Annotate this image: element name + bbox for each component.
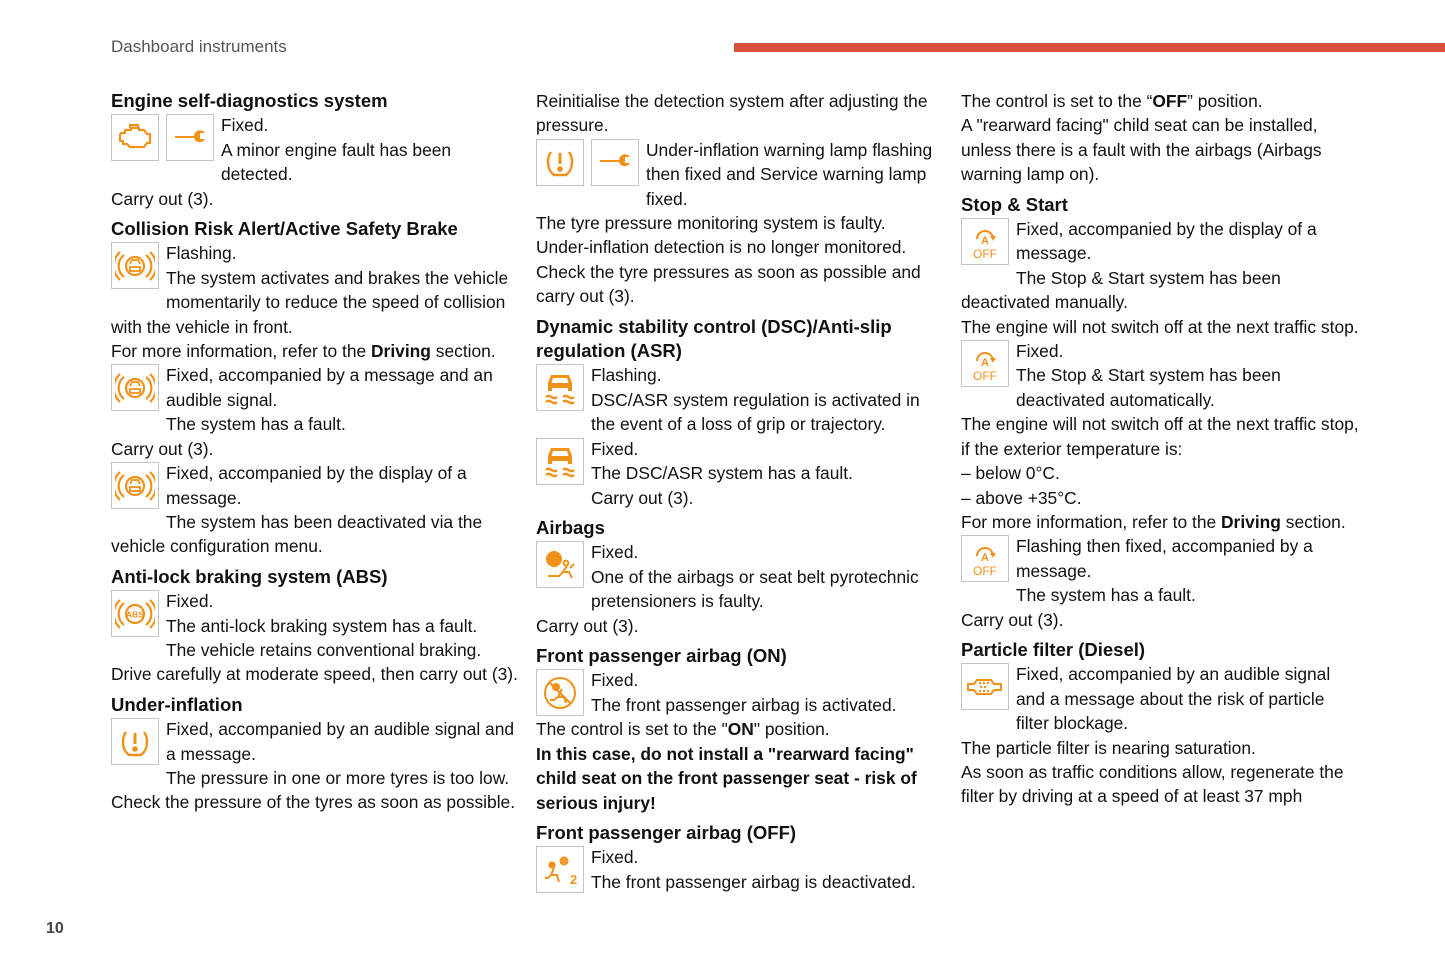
- page-number: 10: [46, 920, 64, 937]
- airbags-entry: [536, 540, 940, 638]
- dsc-heading: Dynamic stability control (DSC)/Anti-slip regulation (ASR): [536, 315, 892, 362]
- page-header-title: Dashboard instruments: [111, 37, 287, 56]
- airbag-on-icon: [536, 669, 584, 716]
- entry-line: Flashing then fixed, accompanied by a message.: [1016, 536, 1313, 581]
- reinitialise-text: Reinitialise the detection system after adjusting the pressure.: [536, 91, 928, 136]
- entry-line: The vehicle retains conventional braking.: [166, 639, 482, 660]
- entry-line: Fixed.: [591, 438, 639, 459]
- entry-line: Carry out (3).: [111, 188, 214, 209]
- airbag-off-heading: Front passenger airbag (OFF): [536, 821, 797, 843]
- entry-line: Fixed.: [591, 670, 639, 691]
- entry-line: Check the pressure of the tyres as soon as possible.: [111, 792, 516, 813]
- abs-icon: [111, 590, 159, 637]
- entry-line: Carry out (3).: [111, 438, 214, 459]
- entry-line: The system has been deactivated via the vehicle configuration menu.: [111, 511, 483, 557]
- column-1: [111, 89, 519, 815]
- underinflation-heading: Under-inflation: [111, 693, 243, 715]
- entry-line: Fixed.: [166, 591, 214, 612]
- entry-line: – above +35°C.: [961, 487, 1082, 508]
- airbag-off-icon: [536, 846, 584, 893]
- entry-line: Carry out (3).: [536, 615, 639, 636]
- svg-text:A: A: [981, 234, 989, 247]
- header-accent-bar: [734, 43, 1445, 52]
- off-control-text: The control is set to the “OFF” position.: [961, 91, 1263, 111]
- rearward-seat-info: A "rearward facing" child seat can be installed, unless there is a fault with the airbags (Airbags warning lamp on).: [961, 115, 1322, 185]
- stop-start-entry-manual: [961, 217, 1361, 339]
- engine-icon: [111, 114, 159, 161]
- entry-line: Under-inflation detection is no longer monitored.: [536, 237, 907, 258]
- collision-heading: Collision Risk Alert/Active Safety Brake: [111, 218, 458, 240]
- svg-text:OFF: OFF: [973, 246, 997, 261]
- svg-text:OFF: OFF: [973, 563, 997, 578]
- entry-line: The anti-lock braking system has a fault.: [166, 615, 478, 636]
- collision-entry-deactivated: [111, 461, 519, 559]
- svg-text:2: 2: [570, 871, 578, 887]
- entry-line: The particle filter is nearing saturation.: [961, 737, 1256, 758]
- more-info-text: For more information, refer to the Driving section.: [111, 341, 496, 362]
- collision-brake-icon: [111, 364, 159, 411]
- entry-line: One of the airbags or seat belt pyrotechnic pretensioners is faulty.: [591, 566, 919, 612]
- entry-line: Fixed.: [1016, 341, 1064, 362]
- airbag-on-control-text: The control is set to the "ON" position.: [536, 719, 830, 740]
- column-3: [961, 89, 1361, 809]
- entry-line: Fixed.: [221, 115, 269, 136]
- skidding-car-icon: [536, 438, 584, 485]
- entry-line: Check the tyre pressures as soon as possible and carry out (3).: [536, 261, 921, 307]
- skidding-car-icon: [536, 364, 584, 411]
- wrench-icon: [166, 114, 214, 161]
- airbags-heading: Airbags: [536, 516, 605, 538]
- entry-line: DSC/ASR system regulation is activated in the event of a loss of grip or trajectory.: [591, 389, 920, 435]
- particle-filter-entry: [961, 662, 1361, 808]
- on-position-label: ON: [727, 719, 754, 740]
- entry-line: The engine will not switch off at the next traffic stop, if the exterior temperature is:: [961, 414, 1359, 459]
- rearward-seat-warning: In this case, do not install a "rearward facing" child seat on the front passenger seat - risk of serious injury!: [536, 743, 917, 813]
- entry-line: The system has a fault.: [1016, 585, 1196, 606]
- entry-line: Flashing.: [166, 243, 237, 264]
- entry-line: The Stop & Start system has been deactivated automatically.: [1016, 365, 1281, 410]
- entry-line: Fixed.: [591, 542, 639, 563]
- entry-line: The pressure in one or more tyres is too low.: [166, 767, 510, 788]
- more-info-text: For more information, refer to the Driving section.: [961, 511, 1346, 532]
- entry-line: As soon as traffic conditions allow, regenerate the filter by driving at a speed of at least 37 mph: [961, 761, 1344, 807]
- dsc-entry-flashing: [536, 363, 940, 436]
- entry-line: Fixed, accompanied by an audible signal and a message about the risk of particle filter blockage.: [1016, 664, 1331, 734]
- collision-entry-flashing: [111, 241, 519, 339]
- abs-entry: [111, 589, 519, 687]
- entry-line: Fixed, accompanied by an audible signal and a message.: [166, 719, 515, 764]
- entry-line: A minor engine fault has been detected.: [221, 139, 452, 185]
- entry-line: The engine will not switch off at the next traffic stop.: [961, 316, 1359, 337]
- tyre-pressure-icon: [536, 139, 584, 186]
- particle-filter-heading: Particle filter (Diesel): [961, 638, 1146, 660]
- svg-text:A: A: [981, 551, 989, 564]
- tyre-pressure-icon: [111, 718, 159, 765]
- airbag-on-heading: Front passenger airbag (ON): [536, 644, 787, 666]
- entry-line: Fixed, accompanied by the display of a message.: [166, 463, 467, 508]
- collision-brake-icon: [111, 242, 159, 289]
- driving-section-ref: Driving: [1221, 511, 1281, 532]
- column-2: [536, 89, 940, 894]
- particle-filter-icon: [961, 663, 1009, 710]
- entry-line: The DSC/ASR system has a fault.: [591, 463, 853, 484]
- abs-heading: Anti-lock braking system (ABS): [111, 565, 388, 587]
- entry-line: Carry out (3).: [591, 487, 694, 508]
- tpms-fault-entry: [536, 138, 940, 309]
- airbag-on-entry: [536, 668, 940, 717]
- svg-text:OFF: OFF: [973, 368, 997, 383]
- driving-section-ref: Driving: [371, 341, 431, 362]
- entry-line: The system has a fault.: [166, 414, 346, 435]
- stop-start-heading: Stop & Start: [961, 193, 1068, 215]
- entry-line: – below 0°C.: [961, 463, 1060, 484]
- entry-line: Fixed.: [591, 847, 639, 868]
- dsc-entry-fixed: [536, 437, 940, 510]
- underinflation-entry: [111, 717, 519, 815]
- stop-start-off-icon: [961, 535, 1009, 582]
- engine-diagnostics-heading: Engine self-diagnostics system: [111, 90, 388, 111]
- svg-text:A: A: [981, 356, 989, 369]
- entry-line: Carry out (3).: [961, 609, 1064, 630]
- entry-line: Flashing.: [591, 365, 662, 386]
- entry-line: Fixed, accompanied by the display of a message.: [1016, 219, 1317, 264]
- entry-line: The Stop & Start system has been deactivated manually.: [961, 267, 1281, 313]
- wrench-icon: [591, 139, 639, 186]
- entry-line: The system activates and brakes the vehicle momentarily to reduce the speed of collision with the vehicle in front.: [111, 267, 509, 337]
- entry-line: Fixed, accompanied by a message and an audible signal.: [166, 365, 493, 410]
- entry-line: Under-inflation warning lamp flashing then fixed and Service warning lamp fixed.: [646, 139, 933, 209]
- airbag-off-entry: [536, 845, 940, 894]
- stop-start-off-icon: [961, 340, 1009, 387]
- airbag-icon: [536, 541, 584, 588]
- abs-icon-label: ABS: [126, 609, 144, 620]
- off-position-label: OFF: [1152, 91, 1188, 111]
- stop-start-off-icon: [961, 218, 1009, 265]
- entry-line: Drive carefully at moderate speed, then carry out (3).: [111, 664, 518, 685]
- stop-start-entry-auto: [961, 339, 1361, 510]
- entry-line: The tyre pressure monitoring system is faulty.: [536, 213, 886, 234]
- entry-line: The front passenger airbag is activated.: [591, 694, 897, 715]
- entry-line: The front passenger airbag is deactivated.: [591, 871, 916, 892]
- engine-diagnostics-entry: [111, 113, 519, 211]
- stop-start-entry-fault: [961, 534, 1361, 632]
- collision-entry-fixed: [111, 363, 519, 461]
- collision-brake-icon: [111, 462, 159, 509]
